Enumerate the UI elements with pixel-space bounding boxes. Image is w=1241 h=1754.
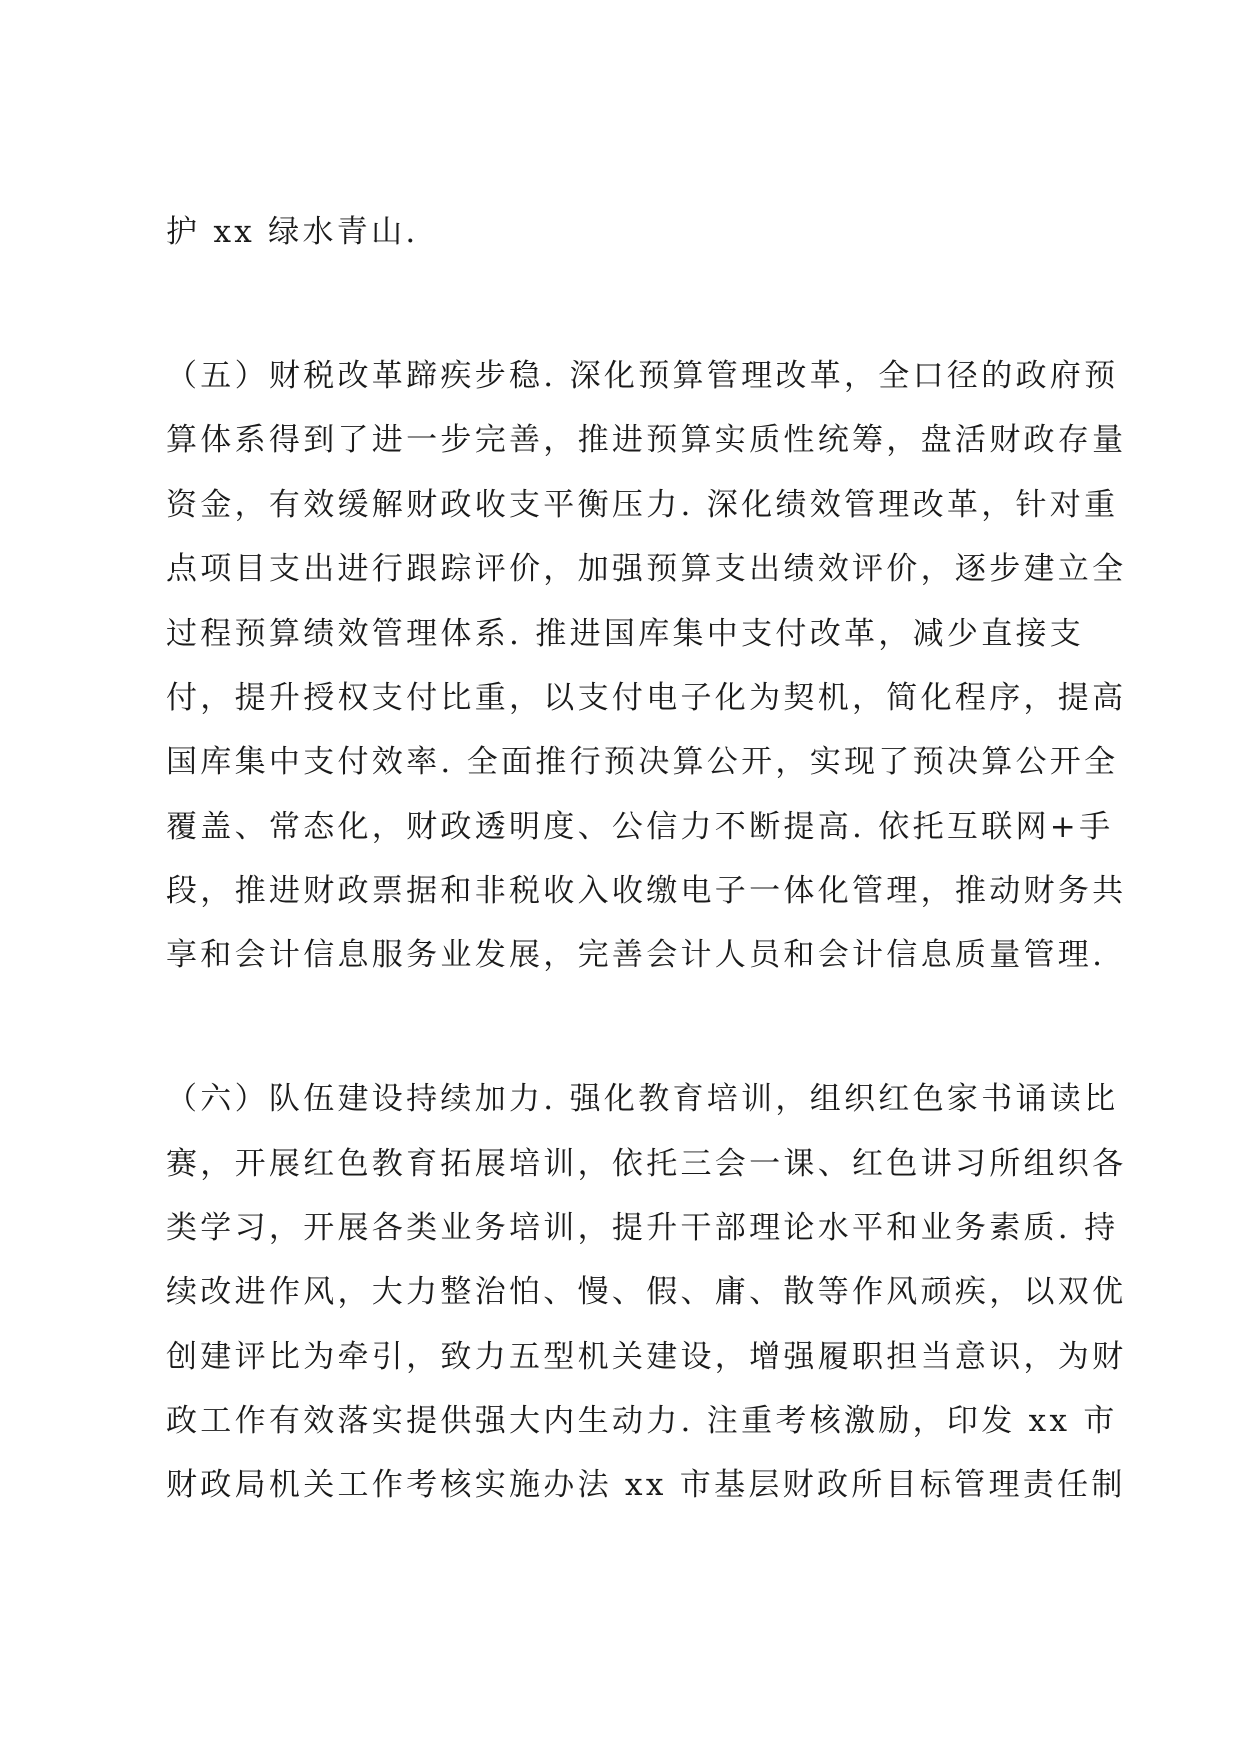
text-line: （五）财税改革蹄疾步稳. 深化预算管理改革，全口径的政府预 — [166, 358, 1119, 394]
text-line: 类学习，开展各类业务培训，提升干部理论水平和业务素质. 持 — [166, 1210, 1119, 1246]
text-line: 政工作有效落实提供强大内生动力. 注重考核激励，印发 xx 市 — [166, 1403, 1118, 1439]
text-line: 资金，有效缓解财政收支平衡压力. 深化绩效管理改革，针对重 — [166, 487, 1119, 523]
text-line: （六）队伍建设持续加力. 强化教育培训，组织红色家书诵读比 — [166, 1081, 1119, 1117]
text-line: 国库集中支付效率. 全面推行预决算公开，实现了预决算公开全 — [166, 744, 1119, 780]
text-line: 段，推进财政票据和非税收入收缴电子一体化管理，推动财务共 — [166, 873, 1127, 909]
text-line: 创建评比为牵引，致力五型机关建设，增强履职担当意识，为财 — [166, 1339, 1127, 1375]
text-line: 算体系得到了进一步完善，推进预算实质性统筹，盘活财政存量 — [166, 422, 1127, 458]
text-line: 续改进作风，大力整治怕、慢、假、庸、散等作风顽疾，以双优 — [166, 1274, 1127, 1310]
text-line: 赛，开展红色教育拓展培训，依托三会一课、红色讲习所组织各 — [166, 1146, 1127, 1182]
text-line: 享和会计信息服务业发展，完善会计人员和会计信息质量管理. — [166, 937, 1106, 973]
text-line: 财政局机关工作考核实施办法 xx 市基层财政所目标管理责任制 — [166, 1467, 1126, 1503]
text-line: 付，提升授权支付比重，以支付电子化为契机，简化程序，提高 — [166, 680, 1127, 716]
text-line: 护 xx 绿水青山. — [166, 214, 419, 250]
text-line: 过程预算绩效管理体系. 推进国库集中支付改革，减少直接支 — [166, 616, 1085, 652]
text-line: 点项目支出进行跟踪评价，加强预算支出绩效评价，逐步建立全 — [166, 551, 1127, 587]
text-line: 覆盖、常态化，财政透明度、公信力不断提高. 依托互联网+手 — [166, 809, 1114, 845]
